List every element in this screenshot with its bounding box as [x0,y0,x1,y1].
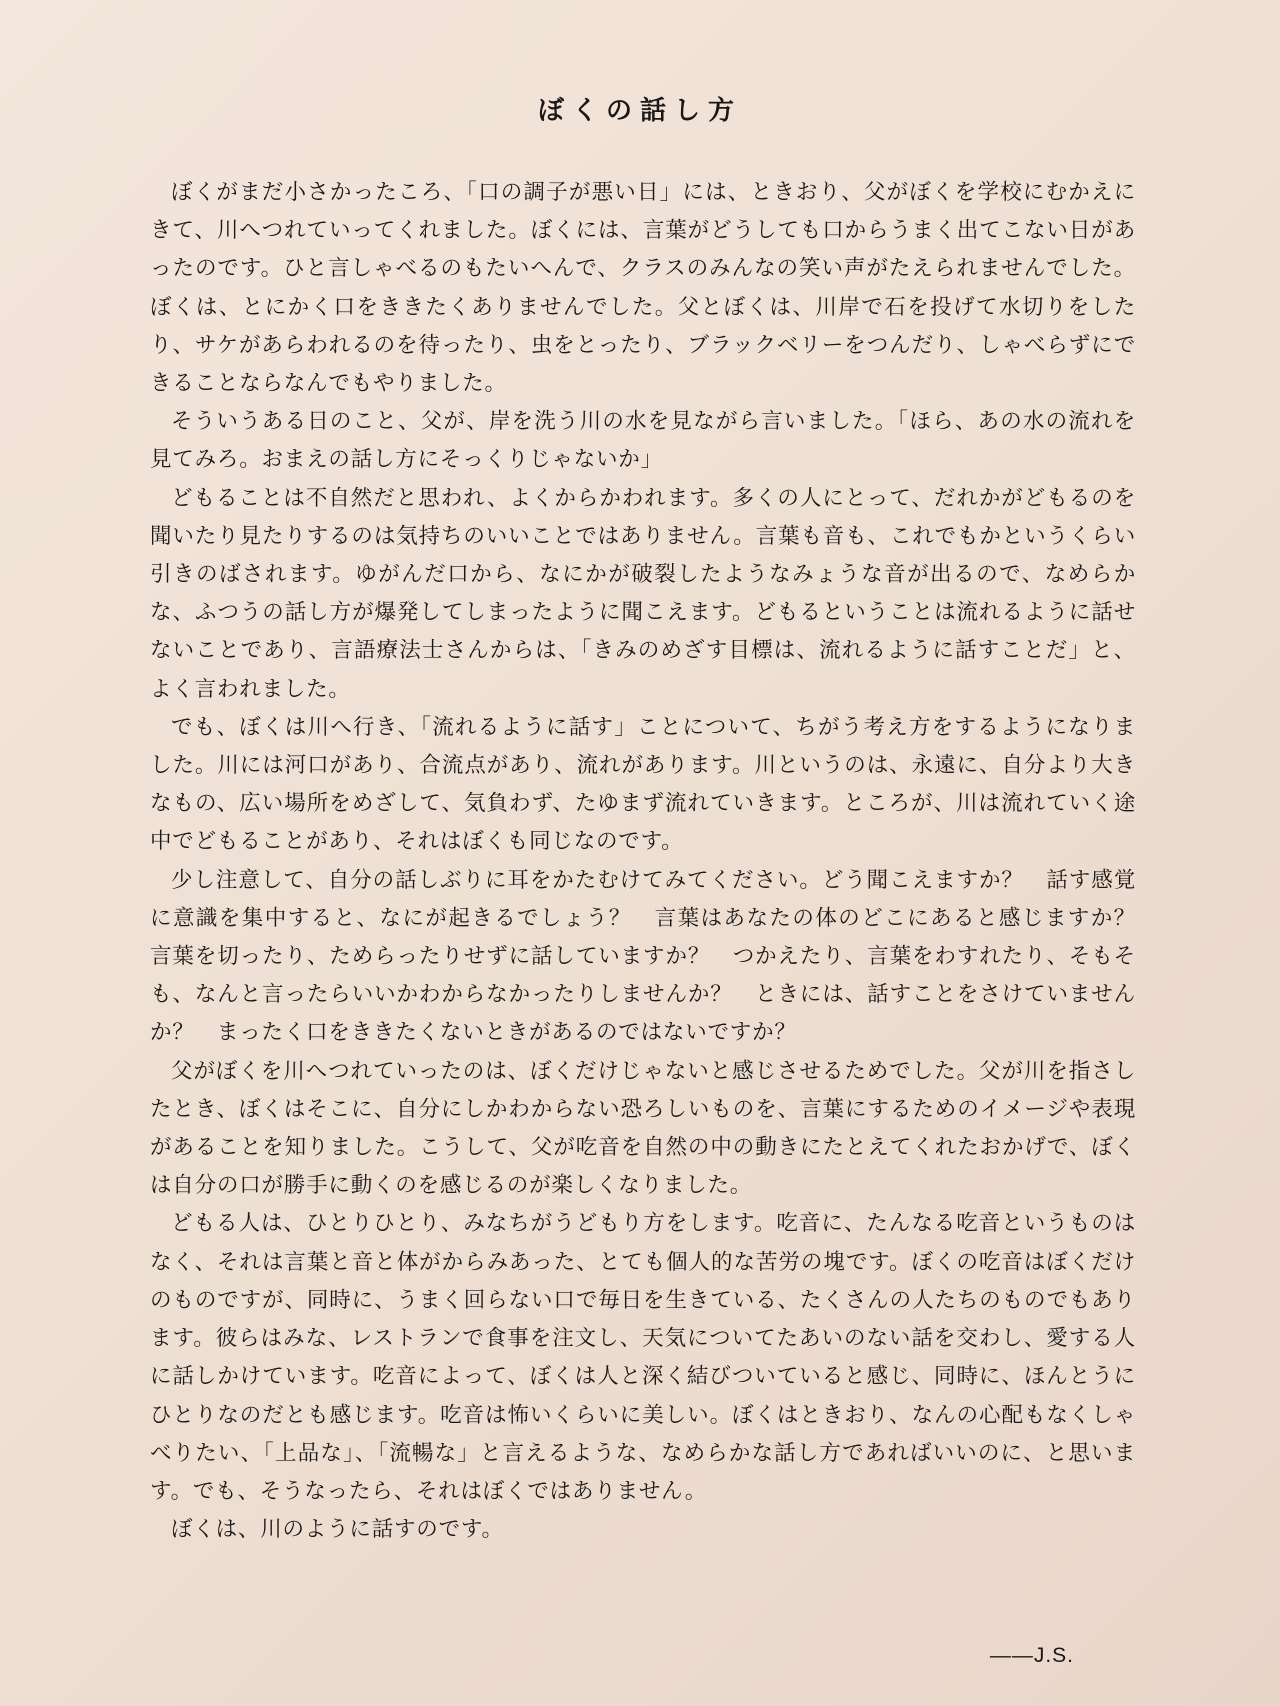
paragraph-2: そういうある日のこと、父が、岸を洗う川の水を見ながら言いました。「ほら、あの水の流れを見てみろ。おまえの話し方にそっくりじゃないか」 [150,409,1136,473]
paragraph-3: どもることは不自然だと思われ、よくからかわれます。多くの人にとって、だれかがどもるのを聞いたり見たりするのは気持ちのいいことではありません。言葉も音も、これでもかというくらい引きのばされます。ゆがんだ口から、なにかが破裂したようなみょうな音が出るので、なめらかな、ふつうの話し方が爆発してしまったように聞こえます。どもるということは流れるように話せないことであり、言語療法士さんからは、「きみのめざす目標は、流れるように話すことだ」と、よく言われました。 [150,485,1136,702]
paragraph-6: 父がぼくを川へつれていったのは、ぼくだけじゃないと感じさせるためでした。父が川を指さしたとき、ぼくはそこに、自分にしかわからない恐ろしいものを、言葉にするためのイメージや表現があることを知りました。こうして、父が吃音を自然の中の動きにたとえてくれたおかげで、ぼくは自分の口が勝手に動くのを感じるのが楽しくなりました。 [150,1058,1136,1199]
document-title: ぼくの話し方 [537,96,742,126]
paragraph-5: 少し注意して、自分の話しぶりに耳をかたむけてみてください。どう聞こえますか？ 話す感覚に意識を集中すると、なにが起きるでしょう？ 言葉はあなたの体のどこにあると感じますか？ 言葉を切ったり、ためらったりせずに話していますか？ つかえたり、言葉をわすれたり、そもそも、なんと言ったらいいかわからなかったりしませんか？ ときには、話すことをさけていませんか？ まったく口をききたくないときがあるのではないですか？ [150,867,1159,1046]
author-signature: ――J.S. [989,1644,1074,1667]
paragraph-8: ぼくは、川のように話すのです。 [171,1517,504,1543]
paragraph-1: ぼくがまだ小さかったころ、「口の調子が悪い日」には、ときおり、父がぼくを学校にむかえにきて、川へつれていってくれました。ぼくには、言葉がどうしても口からうまく出てこない日があったのです。ひと言しゃべるのもたいへんで、クラスのみんなの笑い声がたえられませんでした。ぼくは、とにかく口をききたくありませんでした。父とぼくは、川岸で石を投げて水切りをしたり、サケがあらわれるのを待ったり、虫をとったり、ブラックベリーをつんだり、しゃべらずにできることならなんでもやりました。 [150,180,1136,397]
paragraph-4: でも、ぼくは川へ行き、「流れるように話す」ことについて、ちがう考え方をするようになりました。川には河口があり、合流点があり、流れがあります。川というのは、永遠に、自分より大きなもの、広い場所をめざして、気負わず、たゆまず流れていきます。ところが、川は流れていく途中でどもることがあり、それはぼくも同じなのです。 [150,714,1136,855]
document-body [150,174,1159,1549]
paragraph-7: どもる人は、ひとりひとり、みなちがうどもり方をします。吃音に、たんなる吃音というものはなく、それは言葉と音と体がからみあった、とても個人的な苦労の塊です。ぼくの吃音はぼくだけのものですが、同時に、うまく回らない口で毎日を生きている、たくさんの人たちのものでもあります。彼らはみな、レストランで食事を注文し、天気についてたあいのない話を交わし、愛する人に話しかけています。吃音によって、ぼくは人と深く結びついていると感じ、同時に、ほんとうにひとりなのだとも感じます。吃音は怖いくらいに美しい。ぼくはときおり、なんの心配もなくしゃべりたい、「上品な」、「流暢な」と言えるような、なめらかな話し方であればいいのに、と思います。でも、そうなったら、それはぼくではありません。 [150,1211,1136,1504]
